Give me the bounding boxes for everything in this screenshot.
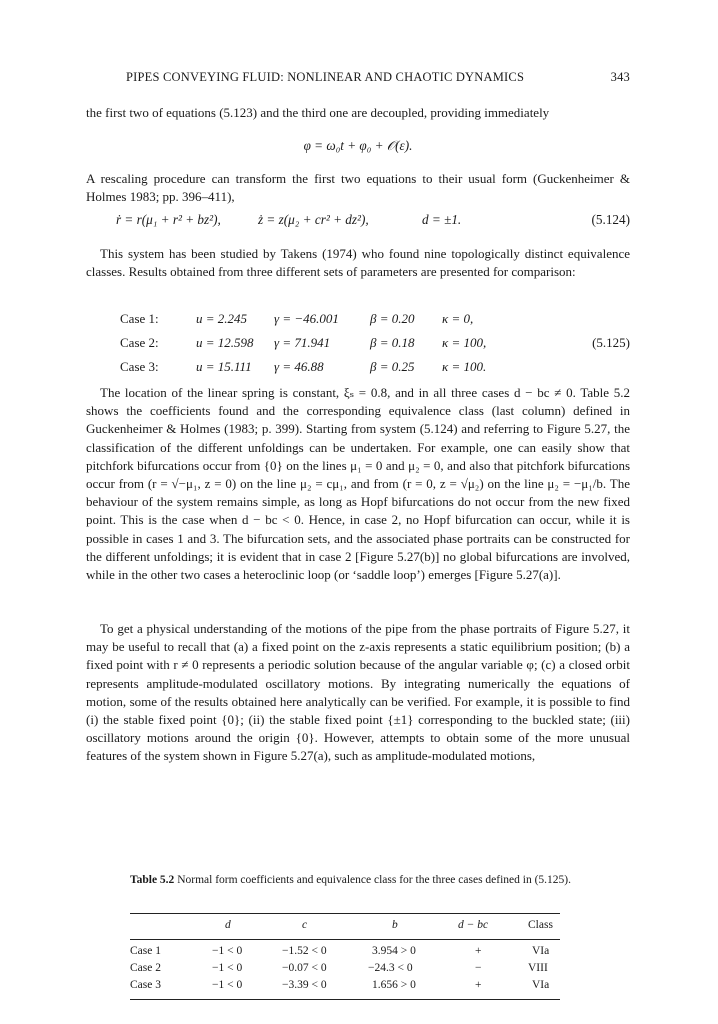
table-cell: −1 < 0 — [212, 979, 243, 991]
eq-5-124-r: ṙ = r(μ₁ + r² + bz²), — [116, 212, 221, 227]
table-cell: −1 < 0 — [212, 945, 243, 957]
table-header-cell: Class — [528, 919, 553, 931]
table-row — [130, 979, 560, 995]
case-u: u = 12.598 — [196, 335, 254, 350]
table-cell: − — [475, 962, 482, 974]
table-cell: −3.39 < 0 — [282, 979, 327, 991]
table-cell: VIa — [532, 979, 550, 991]
table-cell: −1 < 0 — [212, 962, 243, 974]
case-gamma: γ = 71.941 — [274, 335, 331, 350]
table-cell: 1.656 > 0 — [372, 979, 416, 991]
table-cell: −1.52 < 0 — [282, 945, 327, 957]
case-row — [86, 335, 630, 355]
table-row — [130, 962, 560, 978]
table-caption-text: Normal form coefficients and equivalence class for the three cases defined in (5.125). — [177, 874, 572, 886]
page-number: 343 — [610, 70, 630, 84]
table-cell: VIII — [528, 962, 548, 974]
table-top-rule — [130, 913, 560, 914]
table-cell: Case 1 — [130, 945, 161, 957]
case-row — [86, 359, 630, 379]
case-beta: β = 0.18 — [370, 335, 415, 350]
running-title: PIPES CONVEYING FLUID: NONLINEAR AND CHAOTIC DYNAMICS — [126, 70, 525, 84]
table-caption-label: Table 5.2 — [130, 874, 175, 886]
table-cell: 3.954 > 0 — [372, 945, 416, 957]
case-kappa: κ = 100, — [442, 335, 487, 350]
eq-5-124-d: d = ±1. — [422, 212, 462, 227]
eq-5-124-number: (5.124) — [591, 212, 630, 227]
case-kappa: κ = 100. — [442, 359, 487, 374]
equation-5-124 — [86, 212, 630, 232]
case-kappa: κ = 0, — [442, 311, 474, 326]
eq-5-124-z: ż = z(μ₂ + cr² + dz²), — [258, 212, 369, 227]
table-cell: −0.07 < 0 — [282, 962, 327, 974]
case-gamma: γ = 46.88 — [274, 359, 324, 374]
equation-phi — [86, 138, 630, 154]
running-header — [86, 70, 630, 90]
table-cell: VIa — [532, 945, 550, 957]
table-header-rule — [130, 939, 560, 940]
table-row — [130, 945, 560, 961]
paragraph-5: To get a physical understanding of the motions of the pipe from the phase portraits of Figure 5.27, it may be useful to recall that (a) a fixed point on the z-axis represents a static equilibrium position; (b) a fixed point with r ≠ 0 represents a periodic solution because of the angular variable φ; (c) a closed orbit represents amplitude-modulated oscillatory motions. By integrating numerically the equations of motion, some of the results obtained here analytically can be verified. For example, it is possible to find (i) the stable fixed point {0}; (ii) the stable fixed point {±1} corresponding to the buckled state; (iii) oscillatory motions around the origin {0}. However, attempts to obtain some of the more unusual features of the system shown in Figure 5.27(a), such as amplitude-modulated motions, — [86, 621, 630, 764]
case-label: Case 3: — [120, 359, 159, 374]
table-cell: −24.3 < 0 — [368, 962, 413, 974]
case-u: u = 15.111 — [196, 359, 252, 374]
table-bottom-rule — [130, 999, 560, 1000]
paragraph-3: This system has been studied by Takens (1974) who found nine topologically distinct equivalence classes. Results obtained from three different sets of parameters are presented for comparison: — [86, 246, 630, 280]
case-label: Case 1: — [120, 311, 159, 326]
eq-5-125-number: (5.125) — [592, 335, 630, 350]
equation-phi-text: φ = ω₀t + φ₀ + 𝒪(ε). — [303, 138, 413, 153]
table-cell: + — [475, 979, 482, 991]
paragraph-4: The location of the linear spring is constant, ξₛ = 0.8, and in all three cases d − bc ≠ 0. Table 5.2 shows the coefficients found and the corresponding equivalence class (last column) defined in Guckenheimer & Holmes (1983; p. 399). Starting from system (5.124) and referring to Figure 5.27, the classification of the different unfoldings can be undertaken. For example, one can easily show that pitchfork bifurcations occur from {0} on the lines μ₁ = 0 and μ₂ = 0, and also that pitchfork bifurcations occur from (r = √−μ₁, z = 0) on the line μ₂ = cμ₁, and from (r = 0, z = √μ₂) on the line μ₂ = −μ₁/b. The behaviour of the system remains simple, as long as Hopf bifurcations do not occur from the new fixed point. This is the case when d − bc < 0. Hence, in case 2, no Hopf bifurcation can occur, while it is possible in cases 1 and 3. The bifurcation sets, and the associated phase portraits can be constructed for the different unfoldings; it is evident that in case 2 [Figure 5.27(b)] no global bifurcations are involved, while in the other two cases a heteroclinic loop (or ‘saddle loop’) emerges [Figure 5.27(a)]. — [86, 385, 630, 583]
case-row — [86, 311, 630, 331]
table-cell: + — [475, 945, 482, 957]
table-header-cell: b — [392, 919, 398, 931]
table-cell: Case 2 — [130, 962, 161, 974]
table-header-cell: d − bc — [458, 919, 489, 931]
table-cell: Case 3 — [130, 979, 161, 991]
case-u: u = 2.245 — [196, 311, 248, 326]
case-gamma: γ = −46.001 — [274, 311, 339, 326]
case-beta: β = 0.25 — [370, 359, 415, 374]
paragraph-1: the first two of equations (5.123) and the third one are decoupled, providing immediately — [86, 105, 550, 120]
table-header-cell: c — [302, 919, 308, 931]
paragraph-2: A rescaling procedure can transform the first two equations to their usual form (Guckenheimer & Holmes 1983; pp. 396–411), — [86, 171, 630, 205]
case-beta: β = 0.20 — [370, 311, 415, 326]
table-header-row — [130, 919, 560, 935]
case-label: Case 2: — [120, 335, 159, 350]
table-caption — [130, 873, 590, 888]
table-header-cell: d — [225, 919, 231, 931]
